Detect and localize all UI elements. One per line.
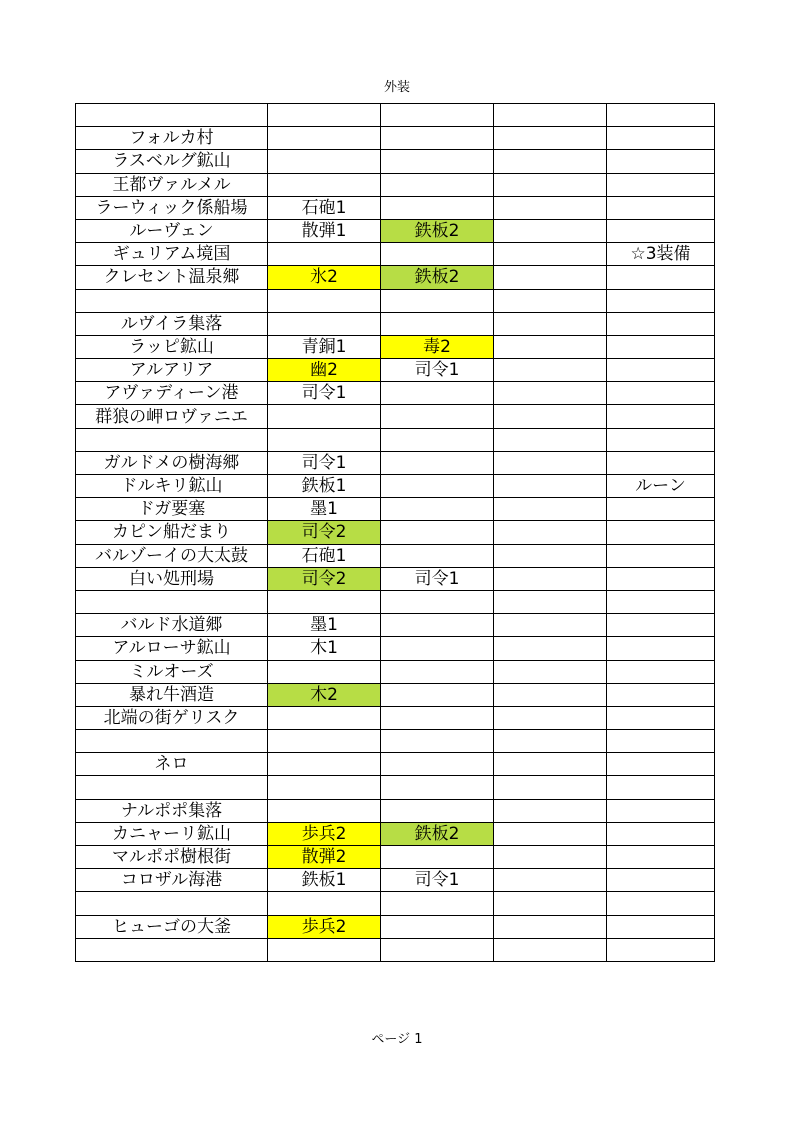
table-row [76, 382, 715, 405]
table-row [76, 475, 715, 498]
item-cell[interactable] [607, 614, 715, 637]
location-cell[interactable]: アルローサ鉱山 [76, 637, 268, 660]
item-cell[interactable] [268, 776, 381, 799]
item-cell[interactable] [607, 498, 715, 521]
location-cell[interactable] [76, 590, 268, 613]
item-cell[interactable] [268, 405, 381, 428]
item-cell[interactable]: 歩兵2 [268, 822, 381, 845]
item-cell[interactable] [607, 196, 715, 219]
item-cell[interactable] [381, 382, 494, 405]
item-cell[interactable] [494, 196, 607, 219]
item-cell[interactable]: 鉄板2 [381, 266, 494, 289]
item-cell[interactable] [381, 150, 494, 173]
item-cell[interactable] [494, 637, 607, 660]
item-cell[interactable] [494, 753, 607, 776]
table-row [76, 776, 715, 799]
item-cell[interactable]: 司令1 [381, 567, 494, 590]
item-cell[interactable] [494, 104, 607, 127]
item-cell[interactable] [494, 451, 607, 474]
item-cell[interactable] [607, 335, 715, 358]
location-cell[interactable]: 王都ヴァルメル [76, 173, 268, 196]
table-row [76, 335, 715, 358]
item-cell[interactable] [268, 590, 381, 613]
location-cell[interactable]: カニャーリ鉱山 [76, 822, 268, 845]
item-cell[interactable] [607, 382, 715, 405]
item-cell[interactable] [494, 869, 607, 892]
table-row [76, 521, 715, 544]
item-cell[interactable] [494, 730, 607, 753]
table-row [76, 451, 715, 474]
item-cell[interactable]: 司令1 [268, 451, 381, 474]
item-cell[interactable] [494, 219, 607, 242]
item-cell[interactable] [607, 683, 715, 706]
location-cell[interactable]: ラッピ鉱山 [76, 335, 268, 358]
table-row [76, 660, 715, 683]
location-cell[interactable]: ミルオーズ [76, 660, 268, 683]
item-cell[interactable] [494, 683, 607, 706]
table-row [76, 637, 715, 660]
location-cell[interactable]: バルゾーイの大太鼓 [76, 544, 268, 567]
item-cell[interactable]: 石砲1 [268, 196, 381, 219]
location-cell[interactable]: ドガ要塞 [76, 498, 268, 521]
item-cell[interactable]: 木1 [268, 637, 381, 660]
location-cell[interactable]: ラスベルグ鉱山 [76, 150, 268, 173]
table-row [76, 869, 715, 892]
item-cell[interactable] [381, 173, 494, 196]
item-cell[interactable] [381, 521, 494, 544]
item-cell[interactable] [494, 892, 607, 915]
item-cell[interactable] [494, 475, 607, 498]
item-cell[interactable] [268, 289, 381, 312]
item-cell[interactable] [381, 614, 494, 637]
item-cell[interactable] [494, 521, 607, 544]
item-cell[interactable] [494, 706, 607, 729]
item-cell[interactable]: 鉄板1 [268, 869, 381, 892]
item-cell[interactable] [381, 196, 494, 219]
location-cell[interactable] [76, 938, 268, 961]
item-cell[interactable] [607, 892, 715, 915]
item-cell[interactable] [494, 150, 607, 173]
item-cell[interactable] [381, 428, 494, 451]
item-cell[interactable] [381, 730, 494, 753]
location-cell[interactable] [76, 892, 268, 915]
item-cell[interactable] [494, 822, 607, 845]
item-cell[interactable] [494, 312, 607, 335]
location-cell[interactable] [76, 104, 268, 127]
item-cell[interactable]: 氷2 [268, 266, 381, 289]
item-cell[interactable] [494, 846, 607, 869]
item-cell[interactable] [381, 683, 494, 706]
item-cell[interactable] [494, 498, 607, 521]
item-cell[interactable] [607, 730, 715, 753]
item-cell[interactable] [607, 127, 715, 150]
item-cell[interactable]: 木2 [268, 683, 381, 706]
location-cell[interactable]: ラーウィック係船場 [76, 196, 268, 219]
item-cell[interactable]: 鉄板1 [268, 475, 381, 498]
item-cell[interactable] [607, 289, 715, 312]
location-cell[interactable] [76, 428, 268, 451]
item-cell[interactable]: 墨1 [268, 614, 381, 637]
location-cell[interactable]: クレセント温泉郷 [76, 266, 268, 289]
item-cell[interactable] [381, 915, 494, 938]
item-cell[interactable] [607, 869, 715, 892]
table-row [76, 590, 715, 613]
item-cell[interactable]: ルーン [607, 475, 715, 498]
table-row [76, 567, 715, 590]
item-cell[interactable] [381, 289, 494, 312]
item-cell[interactable]: 司令1 [381, 359, 494, 382]
table-row [76, 706, 715, 729]
item-cell[interactable] [607, 173, 715, 196]
item-cell[interactable] [494, 590, 607, 613]
table-row [76, 498, 715, 521]
location-cell[interactable] [76, 776, 268, 799]
item-cell[interactable]: 歩兵2 [268, 915, 381, 938]
location-cell[interactable]: ナルポポ集落 [76, 799, 268, 822]
item-cell[interactable] [268, 706, 381, 729]
item-cell[interactable]: 散弾1 [268, 219, 381, 242]
location-cell[interactable]: ルーヴェン [76, 219, 268, 242]
item-cell[interactable] [381, 846, 494, 869]
item-cell[interactable] [268, 428, 381, 451]
item-cell[interactable] [268, 730, 381, 753]
item-cell[interactable] [381, 104, 494, 127]
table-row [76, 312, 715, 335]
table-row [76, 127, 715, 150]
item-cell[interactable] [381, 451, 494, 474]
table-row [76, 915, 715, 938]
item-cell[interactable] [607, 822, 715, 845]
location-cell[interactable]: 群狼の岬ロヴァニエ [76, 405, 268, 428]
table-row [76, 428, 715, 451]
table-row [76, 243, 715, 266]
item-cell[interactable]: 司令2 [268, 567, 381, 590]
item-cell[interactable] [494, 243, 607, 266]
location-cell[interactable]: ルヴイラ集落 [76, 312, 268, 335]
item-cell[interactable] [381, 892, 494, 915]
item-cell[interactable] [381, 127, 494, 150]
item-cell[interactable] [494, 428, 607, 451]
table-body [76, 104, 715, 962]
item-cell[interactable] [381, 544, 494, 567]
table-row [76, 150, 715, 173]
item-cell[interactable]: 散弾2 [268, 846, 381, 869]
table-row [76, 173, 715, 196]
item-cell[interactable] [268, 243, 381, 266]
table-row [76, 196, 715, 219]
item-cell[interactable]: 司令1 [268, 382, 381, 405]
location-cell[interactable]: ネロ [76, 753, 268, 776]
item-cell[interactable] [607, 706, 715, 729]
item-cell[interactable] [607, 776, 715, 799]
item-cell[interactable] [381, 498, 494, 521]
item-cell[interactable] [607, 637, 715, 660]
item-cell[interactable] [607, 266, 715, 289]
page-title: 外装 [383, 80, 410, 95]
location-cell[interactable]: バルド水道郷 [76, 614, 268, 637]
table-row [76, 799, 715, 822]
item-cell[interactable] [494, 915, 607, 938]
item-cell[interactable] [494, 382, 607, 405]
item-cell[interactable] [494, 173, 607, 196]
item-cell[interactable] [607, 359, 715, 382]
item-cell[interactable] [607, 590, 715, 613]
table-row [76, 822, 715, 845]
item-cell[interactable] [268, 938, 381, 961]
item-cell[interactable] [607, 938, 715, 961]
item-cell[interactable] [381, 637, 494, 660]
item-cell[interactable] [494, 359, 607, 382]
item-cell[interactable] [381, 590, 494, 613]
item-cell[interactable] [494, 938, 607, 961]
location-cell[interactable]: 北端の街ゲリスク [76, 706, 268, 729]
location-cell[interactable]: ガルドメの樹海郷 [76, 451, 268, 474]
item-cell[interactable] [494, 127, 607, 150]
item-cell[interactable] [607, 219, 715, 242]
item-cell[interactable] [607, 150, 715, 173]
item-cell[interactable] [494, 799, 607, 822]
item-cell[interactable] [494, 335, 607, 358]
item-cell[interactable] [381, 243, 494, 266]
table-row [76, 289, 715, 312]
item-cell[interactable] [381, 799, 494, 822]
item-cell[interactable] [381, 660, 494, 683]
item-cell[interactable] [607, 104, 715, 127]
table-row [76, 219, 715, 242]
item-cell[interactable] [494, 567, 607, 590]
item-cell[interactable]: 鉄板2 [381, 822, 494, 845]
item-cell[interactable]: 司令1 [381, 869, 494, 892]
item-cell[interactable] [494, 405, 607, 428]
item-cell[interactable] [607, 799, 715, 822]
location-cell[interactable]: フォルカ村 [76, 127, 268, 150]
item-cell[interactable]: 毒2 [381, 335, 494, 358]
location-cell[interactable]: マルポポ樹根街 [76, 846, 268, 869]
location-cell[interactable] [76, 289, 268, 312]
location-cell[interactable] [76, 730, 268, 753]
table-row [76, 892, 715, 915]
location-cell[interactable]: アルアリア [76, 359, 268, 382]
item-cell[interactable] [381, 706, 494, 729]
item-cell[interactable] [607, 312, 715, 335]
location-cell[interactable]: 暴れ牛酒造 [76, 683, 268, 706]
item-cell[interactable] [607, 428, 715, 451]
item-cell[interactable] [607, 544, 715, 567]
item-cell[interactable] [607, 405, 715, 428]
item-cell[interactable] [268, 127, 381, 150]
location-cell[interactable]: 白い処刑場 [76, 567, 268, 590]
item-cell[interactable] [268, 892, 381, 915]
item-cell[interactable] [268, 660, 381, 683]
item-cell[interactable] [494, 776, 607, 799]
item-cell[interactable] [494, 614, 607, 637]
item-cell[interactable] [494, 544, 607, 567]
item-cell[interactable]: 司令2 [268, 521, 381, 544]
location-cell[interactable]: コロザル海港 [76, 869, 268, 892]
table-row [76, 614, 715, 637]
item-cell[interactable] [607, 915, 715, 938]
table-row [76, 359, 715, 382]
table-row [76, 405, 715, 428]
item-cell[interactable]: 石砲1 [268, 544, 381, 567]
table-row [76, 266, 715, 289]
item-cell[interactable] [381, 475, 494, 498]
item-cell[interactable]: 鉄板2 [381, 219, 494, 242]
item-cell[interactable] [381, 405, 494, 428]
location-cell[interactable]: ギュリアム境国 [76, 243, 268, 266]
item-cell[interactable] [268, 104, 381, 127]
item-cell[interactable] [268, 799, 381, 822]
table-row [76, 753, 715, 776]
item-cell[interactable] [607, 451, 715, 474]
page-footer: ページ 1 [371, 1032, 423, 1047]
item-cell[interactable] [607, 567, 715, 590]
item-cell[interactable] [268, 173, 381, 196]
item-cell[interactable] [381, 312, 494, 335]
item-cell[interactable]: 青銅1 [268, 335, 381, 358]
item-cell[interactable] [607, 660, 715, 683]
item-cell[interactable] [607, 846, 715, 869]
table-row [76, 544, 715, 567]
table-row [76, 846, 715, 869]
item-cell[interactable]: 墨1 [268, 498, 381, 521]
item-cell[interactable] [381, 776, 494, 799]
item-cell[interactable]: 幽2 [268, 359, 381, 382]
table-row [76, 938, 715, 961]
item-cell[interactable] [268, 312, 381, 335]
item-cell[interactable] [381, 753, 494, 776]
location-cell[interactable]: ヒューゴの大釜 [76, 915, 268, 938]
item-cell[interactable]: ☆3装備 [607, 243, 715, 266]
item-cell[interactable] [268, 150, 381, 173]
location-cell[interactable]: カピン船だまり [76, 521, 268, 544]
spreadsheet-table [75, 103, 715, 962]
table-row [76, 730, 715, 753]
item-cell[interactable] [381, 938, 494, 961]
item-cell[interactable] [494, 266, 607, 289]
item-cell[interactable] [494, 289, 607, 312]
table-row [76, 683, 715, 706]
item-cell[interactable] [607, 521, 715, 544]
item-cell[interactable] [494, 660, 607, 683]
item-cell[interactable] [607, 753, 715, 776]
table-row [76, 104, 715, 127]
item-cell[interactable] [268, 753, 381, 776]
location-cell[interactable]: ドルキリ鉱山 [76, 475, 268, 498]
location-cell[interactable]: アヴァディーン港 [76, 382, 268, 405]
